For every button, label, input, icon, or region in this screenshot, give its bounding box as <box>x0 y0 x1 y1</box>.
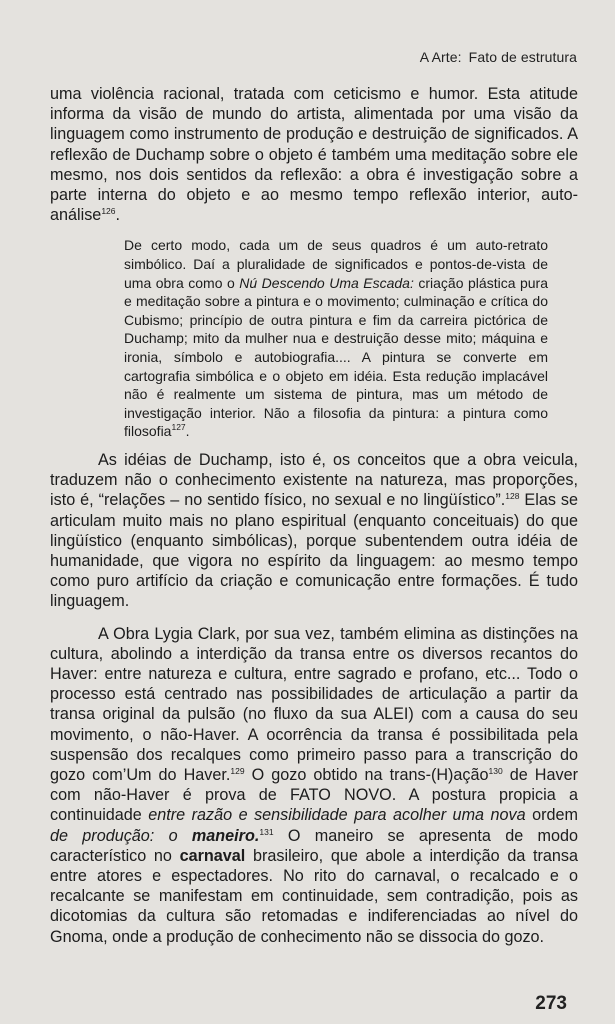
paragraph-3-text-f: brasileiro, que abole a interdição da transa entre atores e espectadores. No rito do carnaval, o recalcado e o recalcante se manifestam em continuidade, sem contradição, pois as dicotomias da cultura são retomadas e indiferenciadas ao nível do Gnoma, onde a produção de conhecimento não se dissocia do gozo. <box>50 846 578 946</box>
quote-end: . <box>185 423 190 440</box>
paragraph-3-text-e: O maneiro se apresenta de modo característico no <box>50 826 578 865</box>
paragraph-2 <box>50 450 578 612</box>
maneiro-term: maneiro. <box>191 826 260 845</box>
body-text <box>50 84 578 947</box>
footnote-ref-130: 130 <box>488 766 503 776</box>
running-head-part: A Arte: <box>419 49 462 65</box>
paragraph-3-text-a: A Obra Lygia Clark, por sua vez, também elimina as distinções na cultura, abolindo a interdição da transa entre os diversos recantos do Haver: entre natureza e cultura, entre sagrado e profano, etc... Todo o processo está centrado nas possibilidades de articulação a partir da transa original da pulsão (no fluxo da sua ALEI) com a causa do seu movimento, o não-Haver. A ocorrência da transa é possibilitada pela suspensão dos recalques como primeiro passo para a transcrição do gozo com’Um do Haver. <box>50 624 578 784</box>
footnote-ref-131: 131 <box>259 826 274 837</box>
paragraph-1 <box>50 84 578 225</box>
footnote-ref-129: 129 <box>230 766 245 776</box>
quote-artwork-title: Nú Descendo Uma Escada: <box>239 274 414 291</box>
paragraph-3-text-b: O gozo obtido na trans-(H)ação <box>251 766 489 784</box>
block-quote <box>124 236 548 441</box>
paragraph-1-end: . <box>115 206 120 225</box>
paragraph-2-text-b: Elas se articulam muito mais no plano espiritual (enquanto conceituais) do que lingüístico (enquanto simbólicas), porque subentendem outra idéia de humanidade, que vigora no espírito da linguagem: ao mesmo tempo como puro artifício da criação e comunicação entre formações. É tudo linguagem. <box>50 491 578 611</box>
footnote-ref-127: 127 <box>171 422 186 433</box>
paragraph-2-text-a: As idéias de Duchamp, isto é, os conceitos que a obra veicula, traduzem não o conhecimento existente na natureza, mas proporções, isto é, “relações – no sentido físico, no sexual e no lingüístico”. <box>50 450 578 510</box>
paragraph-3 <box>50 624 578 947</box>
paragraph-3-text-c: de Haver com não-Haver é prova de FATO NOVO. A postura propicia a continuidade <box>50 766 578 825</box>
quote-text-after-title: criação plástica pura e meditação sobre a pintura e o movimento; culminação e crítica do Cubismo; princípio de outra pintura e fim da carreira pictórica de Duchamp; mito da mulher nua e destruição desse mito; máquina e ironia, símbolo e autobiografia.... A pintura se converte em cartografia simbólica e o objeto em idéia. Esta redução implacável não é realmente um sistema de pintura, mas um método de investigação interior. Não a filosofia da pintura: a pintura como filosofia <box>124 274 548 440</box>
footnote-ref-126: 126 <box>101 206 116 217</box>
quote-text-before-title: De certo modo, cada um de seus quadros é um auto-retrato simbólico. Daí a pluralidade de significados e pontos-de-vista de uma obra como o <box>124 237 548 291</box>
paragraph-1-text: uma violência racional, tratada com ceticismo e humor. Esta atitude informa da visão de mundo do artista, alimentada por uma visão da linguagem como instrumento de produção e destruição de significados. A reflexão de Duchamp sobre o objeto é também uma meditação sobre ele mesmo, nos dois sentidos da reflexão: a obra é investigação sobre a parte interna do objeto e ao mesmo tempo reflexão interior, auto-análise <box>50 85 578 225</box>
running-head-title: Fato de estrutura <box>468 49 577 65</box>
paragraph-3-italic-b: de produção: o <box>50 826 178 845</box>
paragraph-3-bold-italic-term <box>192 827 259 845</box>
paragraph-3-italic-a: entre razão e sensibilidade para acolher uma nova <box>148 806 526 825</box>
paragraph-3-text-d: ordem <box>532 806 578 825</box>
footnote-ref-128: 128 <box>505 491 520 502</box>
carnaval-term: carnaval <box>179 846 246 865</box>
running-head <box>420 49 577 65</box>
block-quote-text <box>124 236 548 441</box>
page-number: 273 <box>535 993 567 1014</box>
